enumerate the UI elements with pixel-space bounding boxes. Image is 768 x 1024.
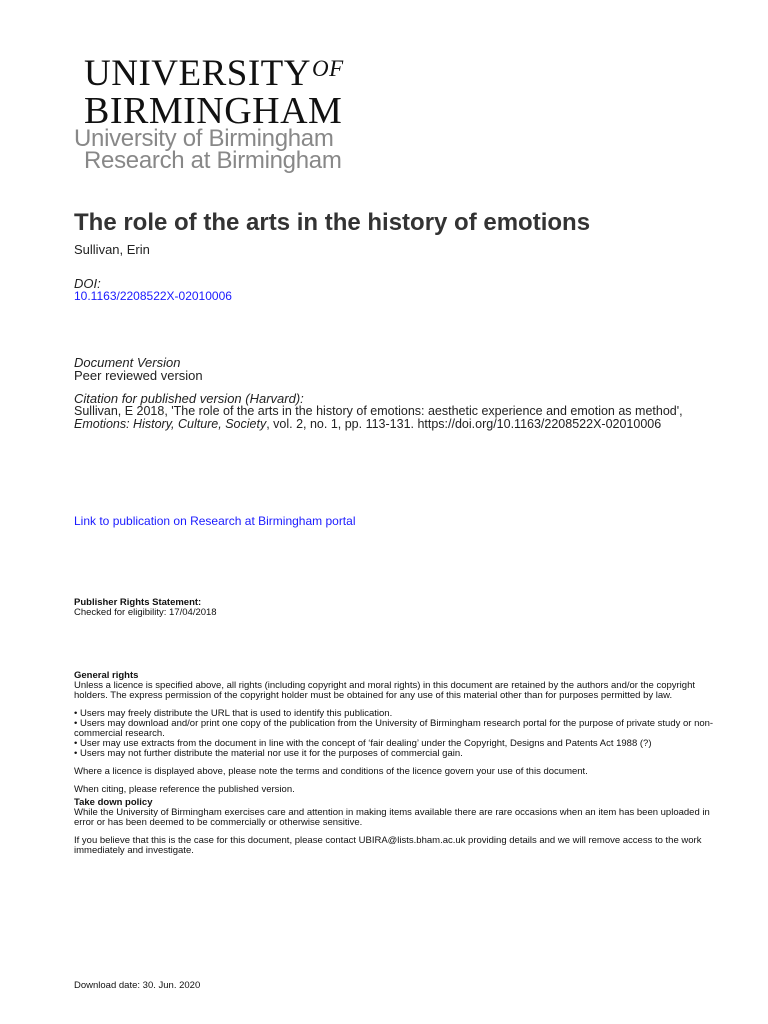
rights-bullet: • Users may freely distribute the URL that is used to identify this publication. (74, 708, 393, 719)
repository-line-1: University of Birmingham (74, 125, 334, 152)
logo-line-1: UNIVERSITY (84, 53, 311, 94)
general-rights-para-2: Where a licence is displayed above, please note the terms and conditions of the licence govern your use of this document. (74, 766, 588, 777)
doi-link[interactable]: 10.1163/2208522X-02010006 (74, 289, 232, 303)
rights-bullet: • Users may download and/or print one copy of the publication from the University of Birmingham research portal for the purpose of private study or non-commercial research. (74, 718, 714, 739)
portal-link[interactable]: Link to publication on Research at Birmingham portal (74, 514, 356, 528)
citation-journal: Emotions: History, Culture, Society (74, 417, 267, 431)
general-rights-para-1: Unless a licence is specified above, all rights (including copyright and moral rights) in this document are retained by the authors and/or the copyright holders. The express permission of the copyright holder must be obtained for any use of this material other than for purposes permitted by law. (74, 680, 695, 701)
citation-details: , vol. 2, no. 1, pp. 113-131. https://doi.org/10.1163/2208522X-02010006 (266, 417, 662, 431)
author-name: Sullivan, Erin (74, 242, 150, 257)
document-version-value: Peer reviewed version (74, 368, 203, 383)
repository-name (74, 125, 342, 174)
document-version-label: Document Version (74, 355, 181, 370)
publisher-rights-section (74, 598, 724, 618)
document-title: The role of the arts in the history of emotions (74, 209, 591, 236)
citation-line-1: Sullivan, E 2018, 'The role of the arts in the history of emotions: aesthetic experience and emotion as method', (74, 404, 683, 418)
general-rights-heading: General rights (74, 670, 139, 681)
citation-label: Citation for published version (Harvard): (74, 391, 304, 406)
university-logo (84, 50, 386, 131)
rights-bullet: • User may use extracts from the document in line with the concept of ‘fair dealing’ under the Copyright, Designs and Patents Act 1988 (?) (74, 738, 652, 749)
logo-of: OF (311, 56, 344, 81)
general-rights-section (74, 671, 724, 856)
takedown-para-2: If you believe that this is the case for this document, please contact UBIRA@lists.bham.ac.uk providing details and we will remove access to the work immediately and investigate. (74, 835, 702, 856)
rights-bullet: • Users may not further distribute the material nor use it for the purposes of commercial gain. (74, 748, 463, 759)
publisher-rights-text: Checked for eligibility: 17/04/2018 (74, 607, 217, 618)
general-rights-para-3: When citing, please reference the published version. (74, 784, 295, 795)
repository-line-2: Research at Birmingham (84, 147, 342, 174)
logo-line-2: BIRMINGHAM (84, 90, 343, 132)
publisher-rights-heading: Publisher Rights Statement: (74, 597, 202, 608)
doi-label: DOI: (74, 276, 101, 291)
download-date: Download date: 30. Jun. 2020 (74, 980, 201, 991)
takedown-heading: Take down policy (74, 797, 153, 808)
takedown-para-1: While the University of Birmingham exercises care and attention in making items available there are rare occasions when an item has been uploaded in error or has been deemed to be commercially or otherwise sensitive. (74, 807, 710, 828)
citation-line-2 (74, 417, 661, 431)
